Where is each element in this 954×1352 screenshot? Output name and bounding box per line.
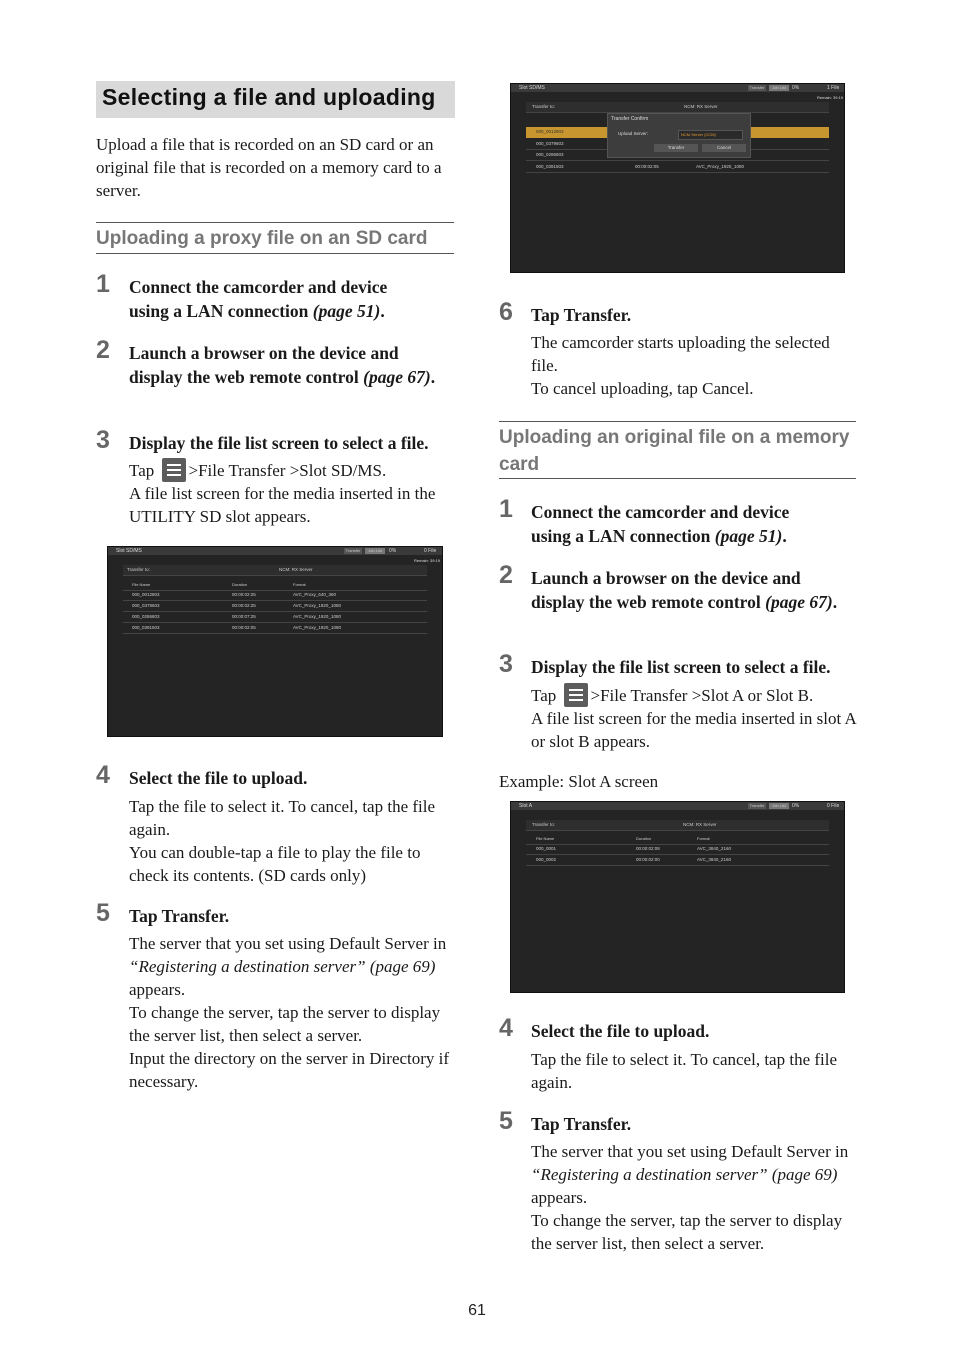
step-body-text: Tap the file to select it. To cancel, tap the file again. [129,797,436,839]
screen-title-bar [511,84,844,92]
menu-icon [564,683,588,707]
intro-text: Upload a file that is recorded on an SD card or an original file that is recorded on a memory card to a server. [96,135,442,200]
menu-path: >File Transfer >Slot SD/MS. [188,461,387,480]
step-body: Tap the file to select it. To cancel, tap the file again. [531,1050,838,1092]
step-heading: Select the file to upload. [129,768,308,788]
screen-title: Slot A [519,803,533,809]
transfer-to-row[interactable] [526,820,829,831]
server-name: NCM: RX Server [683,822,717,827]
file-name: 000_0391503 [132,625,160,630]
screen-slot-a [510,801,845,993]
step-body-text: appears. [129,980,186,999]
file-duration: 00:00:07:25 [232,614,256,619]
step-heading: Display the file list screen to select a file. [129,433,429,453]
file-count: 1 File [827,85,840,91]
progress-percent: 0% [792,803,800,809]
file-format: AVC_Proxy_1920_1080 [696,164,744,169]
tap-text: Tap [129,461,155,480]
table-row[interactable] [123,601,427,612]
step-body-text: A file list screen for the media inserted in the UTILITY SD slot appears. [129,484,436,526]
table-row[interactable] [526,844,829,855]
page-ref: (page 67) [765,592,833,612]
step-body-text: The camcorder starts uploading the selected file. [531,333,830,375]
file-format: AVC_3840_2160 [697,857,731,862]
step-number: 1 [499,495,513,523]
step-number: 5 [96,899,110,927]
upload-server-value: NCM Server (CCM) [681,132,716,137]
step-number: 2 [96,336,110,364]
file-format: AVC_Proxy_640_360 [293,592,336,597]
step-number: 6 [499,298,513,326]
step-heading: Display the file list screen to select a file. [531,657,831,677]
col-header: Duration [232,582,248,587]
col-header: File Name [132,582,151,587]
file-duration: 00:00:02:00 [636,857,660,862]
transfer-to-label: Transfer to: [127,567,150,572]
cross-reference: “Registering a destination server” (page 69) [129,957,436,976]
step-body-text: You can double-tap a file to play the file to check its contents. (SD cards only) [129,843,421,885]
transfer-to-row[interactable] [526,102,829,113]
file-name: 000_0286803 [536,152,564,157]
server-name: NCM: RX Server [279,567,313,572]
step-body-text: The server that you set using Default Server in [129,934,447,953]
file-duration: 00:00:02:08 [636,846,660,851]
step-body-text: The server that you set using Default Server in [531,1142,849,1161]
step-body [129,932,454,1093]
step-body-text: To cancel uploading, tap Cancel. [531,379,754,398]
step-body [531,1140,861,1255]
step-number: 4 [499,1014,513,1042]
section-title: Selecting a file and uploading [96,81,455,118]
table-row[interactable] [123,590,427,601]
step-heading-text: Connect the camcorder and device using a LAN connection [129,277,388,321]
step-body [129,458,459,528]
page-ref: (page 51) [714,526,783,546]
col-header: Duration [636,836,652,841]
step-heading-text: Connect the camcorder and device using a LAN connection [531,502,790,546]
col-header: Format [697,836,710,841]
menu-path: >File Transfer >Slot A or Slot B. [590,686,814,705]
step-heading: Tap Transfer. [531,1114,632,1134]
transfer-to-label: Transfer to: [532,104,555,109]
transfer-button[interactable]: Transfer [749,85,765,90]
file-format: AVC_Proxy_1920_1080 [293,625,341,630]
step-number: 3 [499,650,513,678]
dialog-title: Transfer Confirm [611,116,649,122]
file-duration: 00:00:02:05 [635,164,659,169]
job-list-button[interactable]: Job List [365,548,385,554]
transfer-to-row[interactable] [123,565,427,576]
file-format: AVC_Proxy_1920_1080 [293,614,341,619]
transfer-to-label: Transfer to: [532,822,555,827]
file-name: 000_0012803 [536,129,564,134]
step-body-text: To change the server, tap the server to display the server list, then select a server. [531,1211,843,1253]
file-count: 0 File [827,803,840,809]
step-heading [129,341,439,389]
step-number: 5 [499,1107,513,1135]
file-name: 000_0002 [536,857,557,862]
step-body [531,331,856,400]
screen-title-bar [511,802,844,810]
transfer-button[interactable]: Transfer [749,803,765,808]
step-heading-text: Launch a browser on the device and display the web remote control [531,568,801,612]
progress-percent: 0% [389,548,397,554]
remain-text: Remain: 39:19 [414,558,441,563]
file-name: 000_0379603 [132,603,160,608]
file-format: AVC_Proxy_1920_1080 [293,603,341,608]
step-number: 1 [96,270,110,298]
step-heading [531,500,831,548]
remain-text: Remain: 39:19 [817,95,844,100]
step-heading-text: Launch a browser on the device and display the web remote control [129,343,399,387]
col-header: File Name [536,836,555,841]
dialog-transfer-button[interactable]: Transfer [654,144,698,152]
step-heading [129,275,429,323]
step-body-text: To change the server, tap the server to display the server list, then select a server. [129,1003,441,1045]
job-list-button[interactable]: Job List [769,803,789,809]
screen-title: Slot SD/MS [116,548,142,554]
file-name: 000_0379603 [536,141,564,146]
file-name: 000_0001 [536,846,557,851]
step-heading-end: . [380,301,385,321]
step-heading: Tap Transfer. [531,305,632,325]
step-number: 4 [96,761,110,789]
file-duration: 00:00:02:25 [232,592,256,597]
screen-title-bar [108,547,442,555]
tap-text: Tap [531,686,557,705]
step-heading-end: . [832,592,838,612]
page-ref: (page 51) [312,301,381,321]
transfer-button[interactable]: Transfer [345,548,361,553]
step-body [129,795,454,887]
server-name: NCM: RX Server [684,104,718,109]
table-row[interactable] [526,162,829,173]
file-name: 000_0286803 [132,614,160,619]
page-ref: (page 67) [363,367,431,387]
upload-server-select[interactable] [678,130,743,140]
table-row[interactable] [123,623,427,634]
subheading-proxy: Uploading a proxy file on an SD card [96,222,454,254]
step-number: 2 [499,561,513,589]
col-header: Format [293,582,306,587]
file-duration: 00:00:02:25 [232,603,256,608]
job-list-button[interactable]: Job List [769,85,789,91]
cross-reference: “Registering a destination server” (page 69) [531,1165,838,1184]
subheading-original: Uploading an original file on a memory card [499,421,856,479]
progress-percent: 0% [792,85,800,91]
step-body [531,683,861,753]
file-name: 000_0012803 [132,592,160,597]
file-name: 000_0391503 [536,164,564,169]
page-number: 61 [468,1302,486,1319]
file-format: AVC_3840_2160 [697,846,731,851]
step-body-text: A file list screen for the media inserted in slot A or slot B appears. [531,709,856,751]
table-row[interactable] [123,612,427,623]
step-heading [531,566,841,614]
file-duration: 00:00:02:05 [232,625,256,630]
screen-title: Slot SD/MS [519,85,545,91]
step-heading-end: . [430,367,436,387]
step-heading-end: . [782,526,787,546]
screen-transfer-confirm [510,83,845,273]
transfer-confirm-dialog [607,113,751,158]
menu-icon [162,458,186,482]
example-caption: Example: Slot A screen [499,772,659,791]
upload-server-label: Upload Server: [618,131,649,136]
dialog-cancel-button[interactable]: Cancel [702,144,746,152]
step-heading: Tap Transfer. [129,906,230,926]
screen-slot-sdms [107,546,443,737]
file-count: 0 File [424,548,437,554]
table-row[interactable] [526,855,829,866]
step-body-text: Input the directory on the server in Directory if necessary. [129,1049,450,1091]
step-number: 3 [96,426,110,454]
step-body-text: appears. [531,1188,588,1207]
step-heading: Select the file to upload. [531,1021,710,1041]
